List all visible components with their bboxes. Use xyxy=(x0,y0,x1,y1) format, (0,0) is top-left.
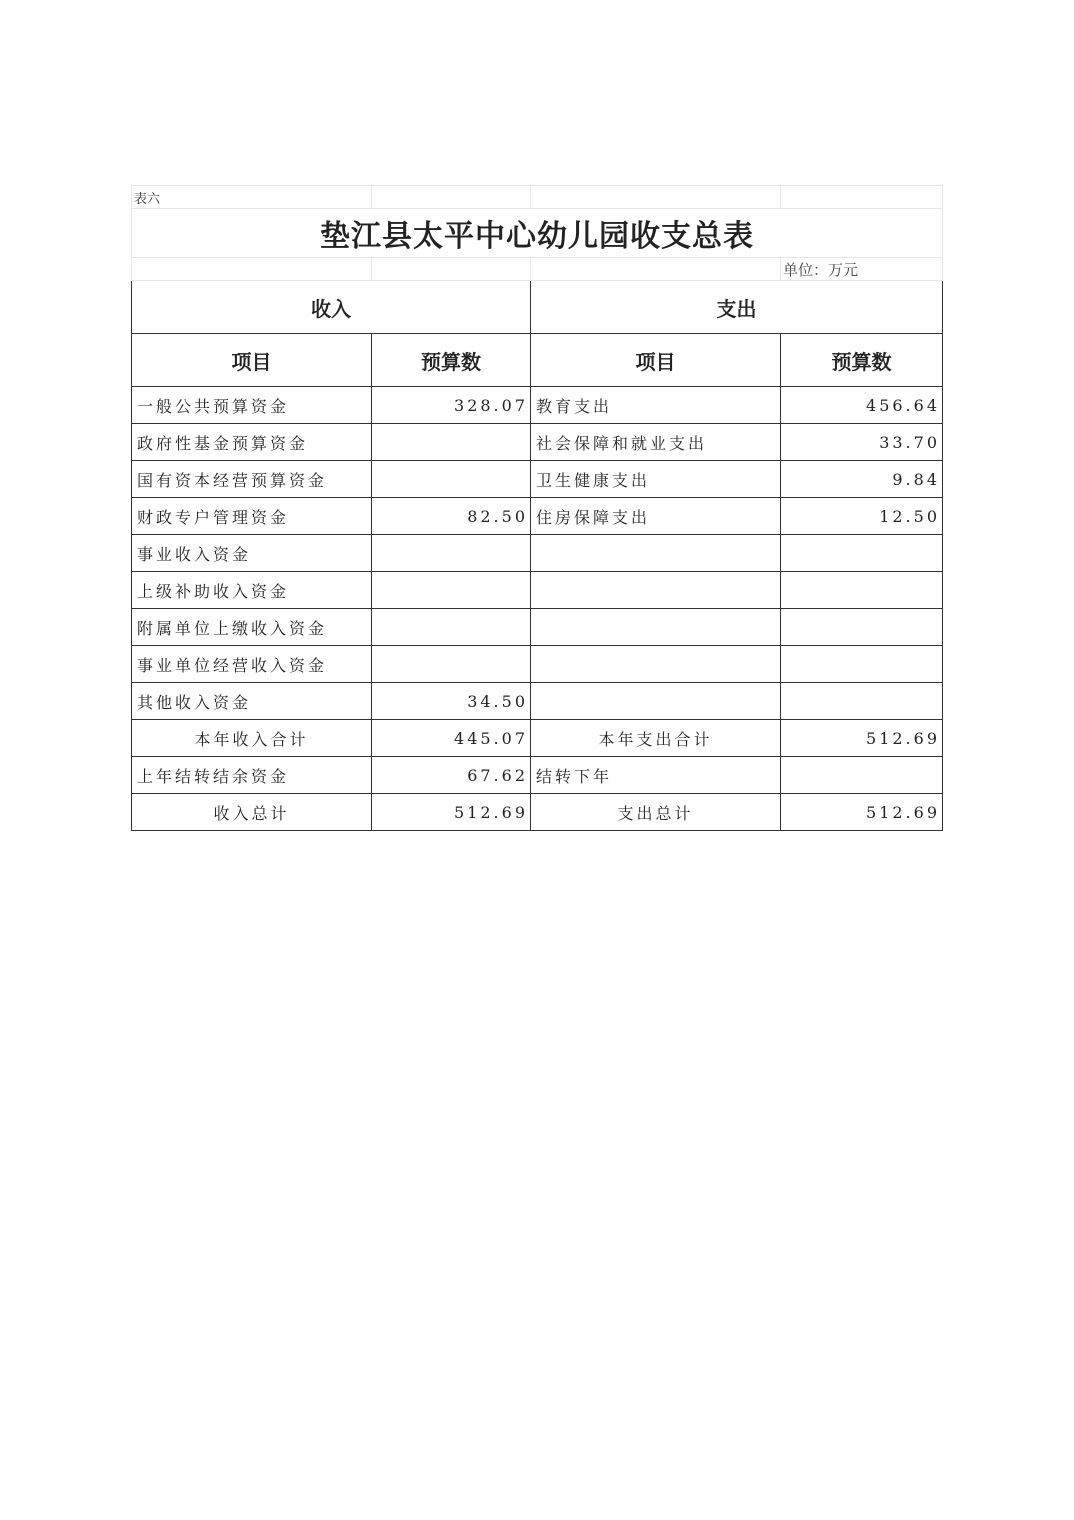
income-expense-table xyxy=(131,185,943,831)
expense-value xyxy=(781,535,943,572)
unit-label: 单位：万元 xyxy=(781,258,943,281)
table-row xyxy=(132,535,943,572)
expense-item xyxy=(531,646,781,683)
carryover-row xyxy=(132,757,943,794)
expense-value xyxy=(781,609,943,646)
expense-item: 教育支出 xyxy=(531,387,781,424)
income-subtotal-value: 445.07 xyxy=(372,720,531,757)
expense-item-header: 项目 xyxy=(531,334,781,387)
expense-item xyxy=(531,609,781,646)
expense-value xyxy=(781,572,943,609)
title-row xyxy=(132,209,943,258)
income-total-label: 收入总计 xyxy=(132,794,372,831)
expense-item: 卫生健康支出 xyxy=(531,461,781,498)
carryover-expense-label: 结转下年 xyxy=(531,757,781,794)
expense-item xyxy=(531,535,781,572)
table-row xyxy=(132,461,943,498)
income-item: 政府性基金预算资金 xyxy=(132,424,372,461)
income-value xyxy=(372,424,531,461)
table-row xyxy=(132,572,943,609)
income-item: 国有资本经营预算资金 xyxy=(132,461,372,498)
expense-value xyxy=(781,683,943,720)
section-header-row xyxy=(132,281,943,334)
table-row xyxy=(132,683,943,720)
income-item: 财政专户管理资金 xyxy=(132,498,372,535)
income-item: 其他收入资金 xyxy=(132,683,372,720)
table-row xyxy=(132,498,943,535)
table-row xyxy=(132,609,943,646)
expense-item: 住房保障支出 xyxy=(531,498,781,535)
income-item: 事业收入资金 xyxy=(132,535,372,572)
income-item: 一般公共预算资金 xyxy=(132,387,372,424)
income-item: 上级补助收入资金 xyxy=(132,572,372,609)
income-value xyxy=(372,461,531,498)
table-row xyxy=(132,424,943,461)
income-budget-header: 预算数 xyxy=(372,334,531,387)
table-title: 垫江县太平中心幼儿园收支总表 xyxy=(132,209,943,258)
income-item-header: 项目 xyxy=(132,334,372,387)
table-number: 表六 xyxy=(132,186,372,209)
subtotal-row xyxy=(132,720,943,757)
income-header: 收入 xyxy=(132,281,531,334)
carryover-income-label: 上年结转结余资金 xyxy=(132,757,372,794)
expense-total-value: 512.69 xyxy=(781,794,943,831)
expense-value: 33.70 xyxy=(781,424,943,461)
expense-value: 456.64 xyxy=(781,387,943,424)
expense-value: 9.84 xyxy=(781,461,943,498)
expense-header: 支出 xyxy=(531,281,943,334)
income-value: 328.07 xyxy=(372,387,531,424)
budget-sheet xyxy=(131,185,942,831)
income-value xyxy=(372,646,531,683)
unit-row xyxy=(132,258,943,281)
expense-subtotal-label: 本年支出合计 xyxy=(531,720,781,757)
expense-budget-header: 预算数 xyxy=(781,334,943,387)
expense-total-label: 支出总计 xyxy=(531,794,781,831)
expense-value xyxy=(781,646,943,683)
income-value xyxy=(372,535,531,572)
carryover-income-value: 67.62 xyxy=(372,757,531,794)
income-value: 34.50 xyxy=(372,683,531,720)
expense-item xyxy=(531,683,781,720)
income-item: 附属单位上缴收入资金 xyxy=(132,609,372,646)
expense-item xyxy=(531,572,781,609)
income-total-value: 512.69 xyxy=(372,794,531,831)
table-row xyxy=(132,387,943,424)
table-row xyxy=(132,646,943,683)
label-row xyxy=(132,186,943,209)
income-value: 82.50 xyxy=(372,498,531,535)
income-item: 事业单位经营收入资金 xyxy=(132,646,372,683)
income-value xyxy=(372,572,531,609)
total-row xyxy=(132,794,943,831)
expense-subtotal-value: 512.69 xyxy=(781,720,943,757)
expense-item: 社会保障和就业支出 xyxy=(531,424,781,461)
column-header-row xyxy=(132,334,943,387)
expense-value: 12.50 xyxy=(781,498,943,535)
income-value xyxy=(372,609,531,646)
carryover-expense-value xyxy=(781,757,943,794)
income-subtotal-label: 本年收入合计 xyxy=(132,720,372,757)
